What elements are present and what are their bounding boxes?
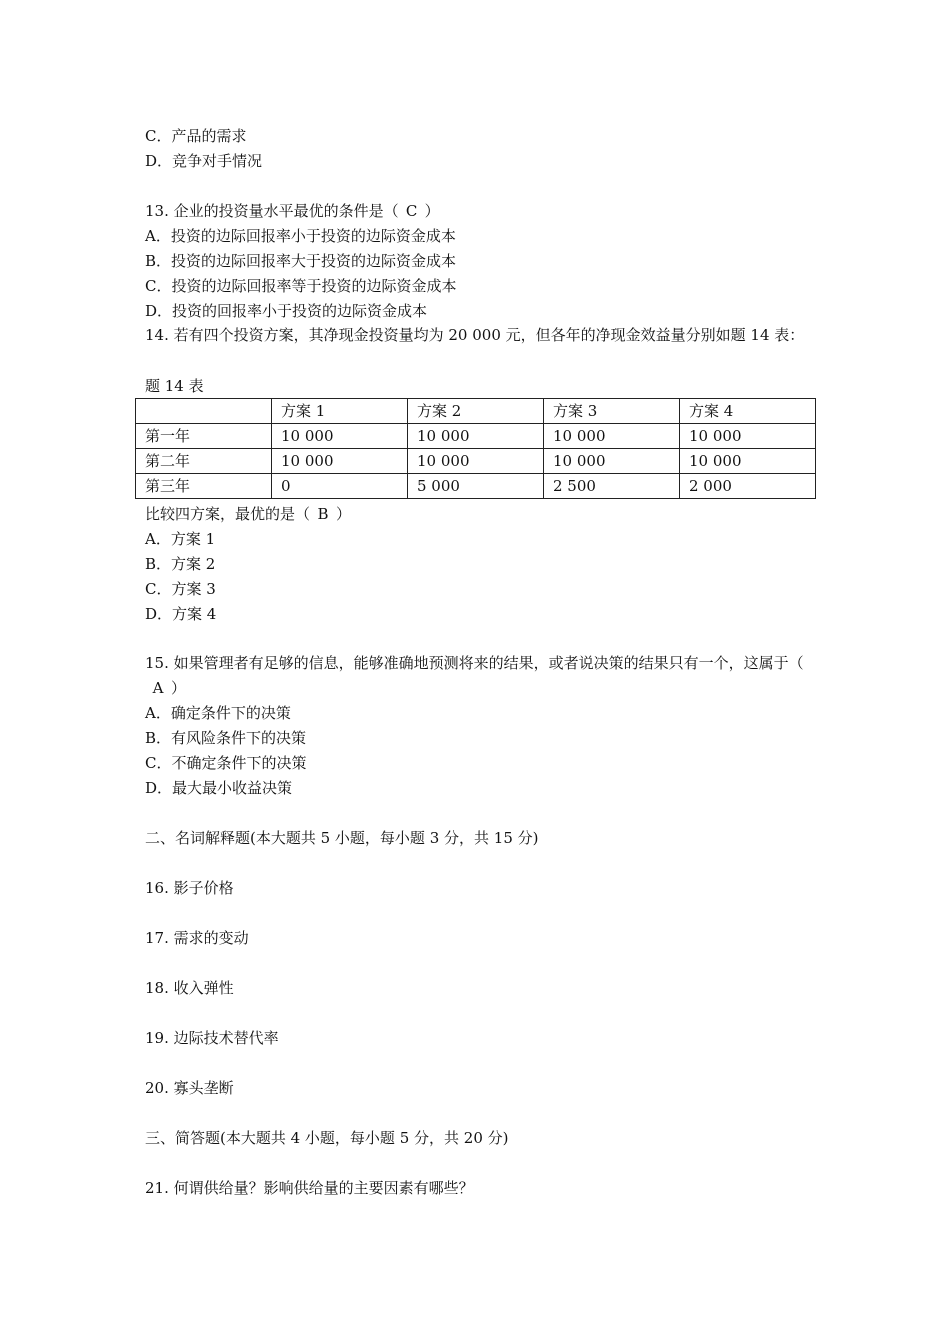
table-header: 方案 2	[408, 399, 544, 424]
table-header: 方案 1	[272, 399, 408, 424]
q15-answer: A	[152, 679, 164, 697]
table-cell: 2 000	[680, 474, 816, 499]
table-cell: 10 000	[408, 449, 544, 474]
table-cell: 10 000	[680, 424, 816, 449]
q12-option-c: C．产品的需求	[145, 127, 247, 145]
table-cell: 第一年	[136, 424, 272, 449]
table-cell: 0	[272, 474, 408, 499]
table-cell: 2 500	[544, 474, 680, 499]
table-cell: 10 000	[272, 449, 408, 474]
q15-option-b: B．有风险条件下的决策	[145, 729, 307, 747]
term-item: 19. 边际技术替代率	[145, 1029, 279, 1047]
table-row	[136, 424, 816, 449]
section3-heading: 三、简答题(本大题共 4 小题，每小题 5 分，共 20 分)	[145, 1129, 509, 1147]
table-cell: 第二年	[136, 449, 272, 474]
q13-stem: 13. 企业的投资量水平最优的条件是（ C ）	[145, 202, 440, 220]
q14-table-caption: 题 14 表	[145, 377, 204, 395]
q13-option-b: B．投资的边际回报率大于投资的边际资金成本	[145, 252, 457, 270]
q14-option-a: A．方案 1	[145, 530, 216, 548]
q13-answer: C	[405, 202, 418, 220]
section2-heading: 二、名词解释题(本大题共 5 小题，每小题 3 分，共 15 分)	[145, 829, 539, 847]
q13-option-a: A．投资的边际回报率小于投资的边际资金成本	[145, 227, 456, 245]
table-cell: 10 000	[680, 449, 816, 474]
q15-option-d: D．最大最小收益决策	[145, 779, 293, 797]
table-cell	[136, 399, 272, 424]
table-cell: 10 000	[272, 424, 408, 449]
q14-option-c: C．方案 3	[145, 580, 216, 598]
table-cell: 5 000	[408, 474, 544, 499]
q15-option-a: A．确定条件下的决策	[145, 704, 291, 722]
table-header: 方案 3	[544, 399, 680, 424]
q15-option-c: C．不确定条件下的决策	[145, 754, 307, 772]
q14-answer: B	[317, 505, 329, 523]
table-cell: 10 000	[544, 424, 680, 449]
table-header-row	[136, 399, 816, 424]
table-row	[136, 474, 816, 499]
table-header: 方案 4	[680, 399, 816, 424]
term-item: 16. 影子价格	[145, 879, 234, 897]
table-cell: 第三年	[136, 474, 272, 499]
q14-stem: 14. 若有四个投资方案，其净现金投资量均为 20 000 元，但各年的净现金效益量分别如题 14 表：	[145, 326, 805, 344]
q15-stem: 15. 如果管理者有足够的信息，能够准确地预测将来的结果，或者说决策的结果只有一个，这属于（A ）	[145, 651, 815, 701]
q14-option-d: D．方案 4	[145, 605, 217, 623]
q14-question: 比较四方案，最优的是（ B ）	[145, 505, 352, 523]
term-item: 20. 寡头垄断	[145, 1079, 234, 1097]
table-row	[136, 449, 816, 474]
short-answer-item: 21. 何谓供给量？影响供给量的主要因素有哪些？	[145, 1179, 474, 1197]
q14-table	[135, 398, 816, 499]
q13-option-d: D．投资的回报率小于投资的边际资金成本	[145, 302, 428, 320]
term-item: 18. 收入弹性	[145, 979, 234, 997]
q13-option-c: C．投资的边际回报率等于投资的边际资金成本	[145, 277, 457, 295]
term-item: 17. 需求的变动	[145, 929, 249, 947]
table-cell: 10 000	[544, 449, 680, 474]
q12-option-d: D．竞争对手情况	[145, 152, 263, 170]
table-cell: 10 000	[408, 424, 544, 449]
q14-option-b: B．方案 2	[145, 555, 216, 573]
